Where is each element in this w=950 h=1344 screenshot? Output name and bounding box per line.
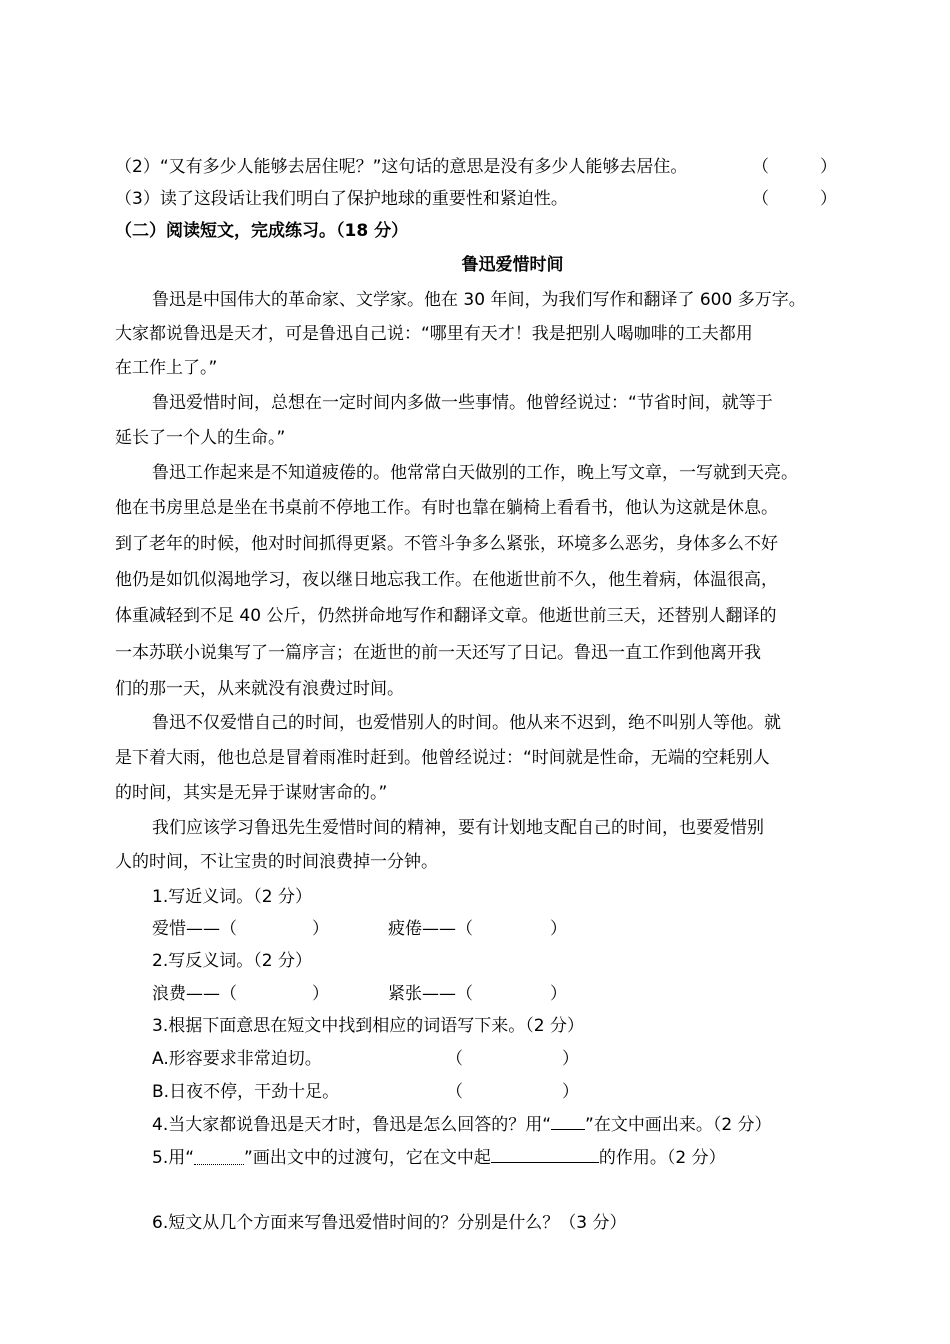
passage-line: 延长了一个人的生命。” <box>115 428 286 448</box>
passage-line: 到了老年的时候，他对时间抓得更紧。不管斗争多么紧张，环境多么恶劣，身体多么不好 <box>115 534 778 554</box>
question-2-item-b-close: ） <box>550 984 567 1004</box>
prev-question-3-paren-close: ） <box>820 189 837 209</box>
question-1: 1.写近义词。（2 分） <box>152 887 312 907</box>
prev-question-2-paren-close: ） <box>820 157 837 177</box>
question-3-item-a-close: ） <box>562 1049 579 1069</box>
question-5-text-middle: ”画出文中的过渡句，它在文中起 <box>244 1148 491 1168</box>
question-4-text-start: 4.当大家都说鲁迅是天才时，鲁迅是怎么回答的？用“ <box>152 1115 552 1135</box>
prev-question-3-paren-open: （ <box>752 189 769 209</box>
passage-line: 是下着大雨，他也总是冒着雨准时赶到。他曾经说过：“时间就是性命，无端的空耗别人 <box>115 748 770 768</box>
question-5-text-start: 5.用“ <box>152 1148 195 1168</box>
passage-line: 的时间，其实是无异于谋财害命的。” <box>115 783 388 803</box>
question-3-item-a-open: （ <box>446 1049 463 1069</box>
question-3-item-b-close: ） <box>562 1082 579 1102</box>
passage-line: 们的那一天，从来就没有浪费过时间。 <box>115 679 404 699</box>
passage-line: 鲁迅爱惜时间，总想在一定时间内多做一些事情。他曾经说过：“节省时间，就等于 <box>152 393 773 413</box>
question-3-item-b-open: （ <box>446 1082 463 1102</box>
passage-title: 鲁迅爱惜时间 <box>461 255 564 275</box>
prev-question-2: （2）“又有多少人能够去居住呢？”这句话的意思是没有多少人能够去居住。 <box>115 157 688 177</box>
question-5 <box>152 1147 726 1169</box>
underline-mark-example <box>551 1115 585 1130</box>
passage-line: 鲁迅不仅爱惜自己的时间，也爱惜别人的时间。他从来不迟到，绝不叫别人等他。就 <box>152 713 781 733</box>
question-1-item-b-close: ） <box>550 919 567 939</box>
passage-line: 人的时间，不让宝贵的时间浪费掉一分钟。 <box>115 852 438 872</box>
passage-line: 鲁迅是中国伟大的革命家、文学家。他在 30 年间，为我们写作和翻译了 600 多万字。 <box>152 290 806 310</box>
prev-question-2-paren-open: （ <box>752 157 769 177</box>
passage-line: 他仍是如饥似渴地学习，夜以继日地忘我工作。在他逝世前不久，他生着病，体温很高， <box>115 570 778 590</box>
passage-line: 在工作上了。” <box>115 358 218 378</box>
question-1-item-a-close: ） <box>312 919 329 939</box>
question-4 <box>152 1114 772 1136</box>
passage-line: 一本苏联小说集写了一篇序言；在逝世的前一天还写了日记。鲁迅一直工作到他离开我 <box>115 643 761 663</box>
passage-line: 他在书房里总是坐在书桌前不停地工作。有时也靠在躺椅上看看书，他认为这就是休息。 <box>115 498 778 518</box>
question-2-item-a-close: ） <box>312 984 329 1004</box>
question-1-item-a: 爱惜——（ <box>152 919 237 939</box>
question-2: 2.写反义词。（2 分） <box>152 951 312 971</box>
question-3: 3.根据下面意思在短文中找到相应的词语写下来。（2 分） <box>152 1016 584 1036</box>
question-2-item-b: 紧张——（ <box>388 984 473 1004</box>
passage-line: 我们应该学习鲁迅先生爱惜时间的精神，要有计划地支配自己的时间，也要爱惜别 <box>152 818 764 838</box>
section-heading: （二）阅读短文，完成练习。（18 分） <box>115 221 409 241</box>
question-5-text-end: 的作用。（2 分） <box>598 1148 726 1168</box>
question-3-item-b: B.日夜不停，干劲十足。 <box>152 1082 340 1102</box>
passage-line: 体重减轻到不足 40 公斤，仍然拼命地写作和翻译文章。他逝世前三天，还替别人翻译的 <box>115 606 777 626</box>
question-1-item-b: 疲倦——（ <box>388 919 473 939</box>
question-6: 6.短文从几个方面来写鲁迅爱惜时间的？分别是什么？（3 分） <box>152 1213 627 1233</box>
wavy-line-mark-example <box>194 1152 244 1165</box>
passage-line: 鲁迅工作起来是不知道疲倦的。他常常白天做别的工作，晚上写文章，一写就到天亮。 <box>152 463 798 483</box>
question-4-text-end: ”在文中画出来。（2 分） <box>585 1115 772 1135</box>
question-2-item-a: 浪费——（ <box>152 984 237 1004</box>
prev-question-3: （3）读了这段话让我们明白了保护地球的重要性和紧迫性。 <box>115 189 568 209</box>
question-5-answer-blank[interactable] <box>491 1148 599 1163</box>
passage-line: 大家都说鲁迅是天才，可是鲁迅自己说：“哪里有天才！我是把别人喝咖啡的工夫都用 <box>115 324 753 344</box>
question-3-item-a: A.形容要求非常迫切。 <box>152 1049 322 1069</box>
